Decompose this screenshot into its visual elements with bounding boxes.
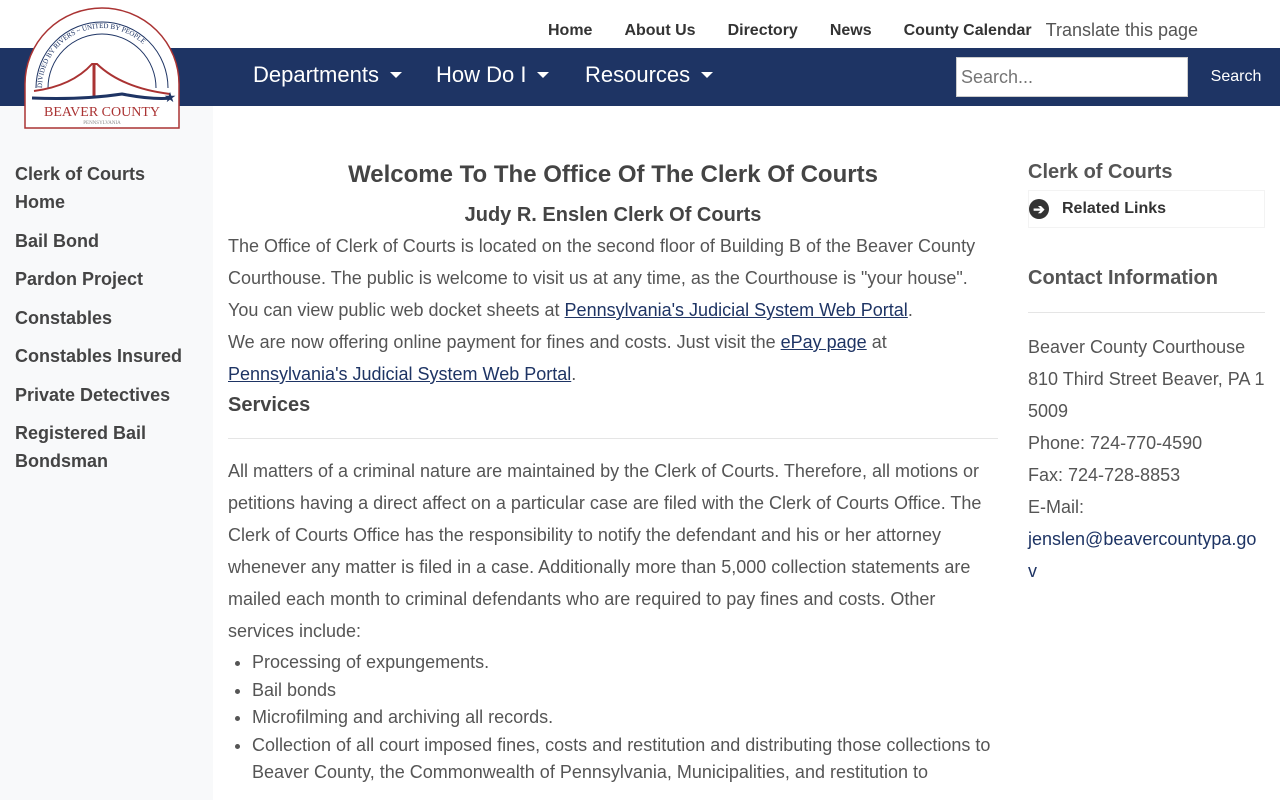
contact-address-2: 810 Third Street Beaver, PA 15009 <box>1028 369 1265 421</box>
list-item: • Processing of expungements. <box>252 649 998 677</box>
search-input[interactable] <box>956 57 1188 97</box>
caret-down-icon <box>537 72 549 78</box>
nav-departments[interactable] <box>253 62 402 88</box>
nav-departments-label: Departments <box>253 62 379 87</box>
list-item: • Microfilming and archiving all records. <box>252 704 998 732</box>
sidebar-item-pardon-project[interactable]: Pardon Project <box>15 269 144 289</box>
translate-link[interactable]: Translate this page <box>1045 20 1199 40</box>
list-item: • Collection of all court imposed fines, costs and restitution and distributing those collections to Beaver County, the Commonwealth of Pennsylvania, Municipalities, and restitution to <box>252 732 998 787</box>
logo-name: BEAVER COUNTY <box>43 105 161 120</box>
top-nav-news[interactable]: News <box>829 21 872 39</box>
logo-motto: DIVIDED BY RIVERS ~ UNITED BY PEOPLE <box>35 21 147 89</box>
services-heading: Services <box>228 394 311 416</box>
page-title: Welcome To The Office Of The Clerk Of Courts <box>348 161 878 188</box>
contact-address-1: Beaver County Courthouse <box>1028 337 1246 357</box>
contact-heading: Contact Information <box>1028 267 1218 289</box>
main-navbar <box>0 48 1280 106</box>
sidebar-item-constables[interactable]: Constables <box>15 307 113 328</box>
contact-email-label: E-Mail: <box>1028 497 1085 517</box>
right-sidebar <box>1028 160 1265 587</box>
intro-text: The Office of Clerk of Courts is located on the second floor of Building B of the Beaver County Courthouse. The public is welcome to visit us at any time, as the Courthouse is "your house". You can view public web docket sheets at <box>228 236 976 320</box>
contact-email-link[interactable]: jenslen@beavercountypa.gov <box>1028 529 1257 581</box>
payment-text-at: at <box>866 332 887 352</box>
nav-how-do-i[interactable] <box>436 62 549 88</box>
arrow-right-circle-icon: ➔ <box>1029 199 1049 219</box>
services-list <box>228 649 998 787</box>
caret-down-icon <box>701 72 713 78</box>
sidebar <box>0 106 213 800</box>
top-nav <box>548 20 1198 41</box>
top-nav-about-us[interactable]: About Us <box>624 21 696 39</box>
services-paragraph: All matters of a criminal nature are maintained by the Clerk of Courts. Therefore, all motions or petitions having a direct affect on a particular case are filed with the Clerk of Courts Office. The Clerk of Courts Office has the responsibility to notify the defendant and his or her attorney whenever any matter is filed in a case. Additionally more than 5,000 collection statements are mailed each month to criminal defendants who are required to pay fines and costs. Other services include: <box>228 461 982 641</box>
main-content <box>228 160 998 787</box>
page-subtitle: Judy R. Enslen Clerk Of Courts <box>464 204 762 226</box>
sidebar-item-constables-insured[interactable]: Constables Insured <box>15 346 183 366</box>
top-nav-county-calendar[interactable]: County Calendar <box>903 21 1032 39</box>
divider <box>228 438 998 439</box>
beaver-county-logo[interactable] <box>22 6 182 130</box>
payment-paragraph: We are now offering online payment for fines and costs. Just visit the ePay page at Pennsylvania's Judicial System Web Portal. <box>228 332 887 384</box>
related-links-label: Related Links <box>1062 200 1167 217</box>
nav-resources[interactable] <box>585 62 713 88</box>
nav-resources-label: Resources <box>585 62 691 87</box>
contact-info <box>1028 266 1265 587</box>
svg-text:★: ★ <box>163 89 177 105</box>
divider <box>1028 312 1265 313</box>
top-nav-directory[interactable]: Directory <box>727 21 798 39</box>
sidebar-item-clerk-home[interactable]: Clerk of Courts Home <box>15 164 146 212</box>
top-nav-home[interactable]: Home <box>548 21 593 39</box>
list-item: • Bail bonds <box>252 677 998 705</box>
related-links-toggle[interactable] <box>1028 190 1265 228</box>
sidebar-item-private-detectives[interactable]: Private Detectives <box>15 384 171 405</box>
payment-text: We are now offering online payment for fines and costs. Just visit the <box>228 332 781 352</box>
search-button[interactable]: Search <box>1200 57 1272 97</box>
epay-link[interactable]: ePay page <box>780 332 867 352</box>
intro-paragraph: The Office of Clerk of Courts is located on the second floor of Building B of the Beaver County Courthouse. The public is welcome to visit us at any time, as the Courthouse is "your house". You can view public web docket sheets at Pennsylvania's Judicial System Web Portal. <box>228 236 976 320</box>
caret-down-icon <box>390 72 402 78</box>
judicial-portal-link[interactable]: Pennsylvania's Judicial System Web Portal <box>564 300 908 320</box>
sidebar-item-bail-bond[interactable]: Bail Bond <box>15 230 99 251</box>
contact-phone: Phone: 724-770-4590 <box>1028 433 1203 453</box>
contact-fax: Fax: 724-728-8853 <box>1028 465 1181 485</box>
sidebar-item-registered-bail-bondsman[interactable]: Registered Bail Bondsman <box>15 423 147 471</box>
logo-state: PENNSYLVANIA <box>83 121 121 126</box>
clerk-heading: Clerk of Courts <box>1028 161 1173 183</box>
nav-how-do-i-label: How Do I <box>436 62 527 87</box>
judicial-portal-link-2[interactable]: Pennsylvania's Judicial System Web Portal <box>228 364 572 384</box>
